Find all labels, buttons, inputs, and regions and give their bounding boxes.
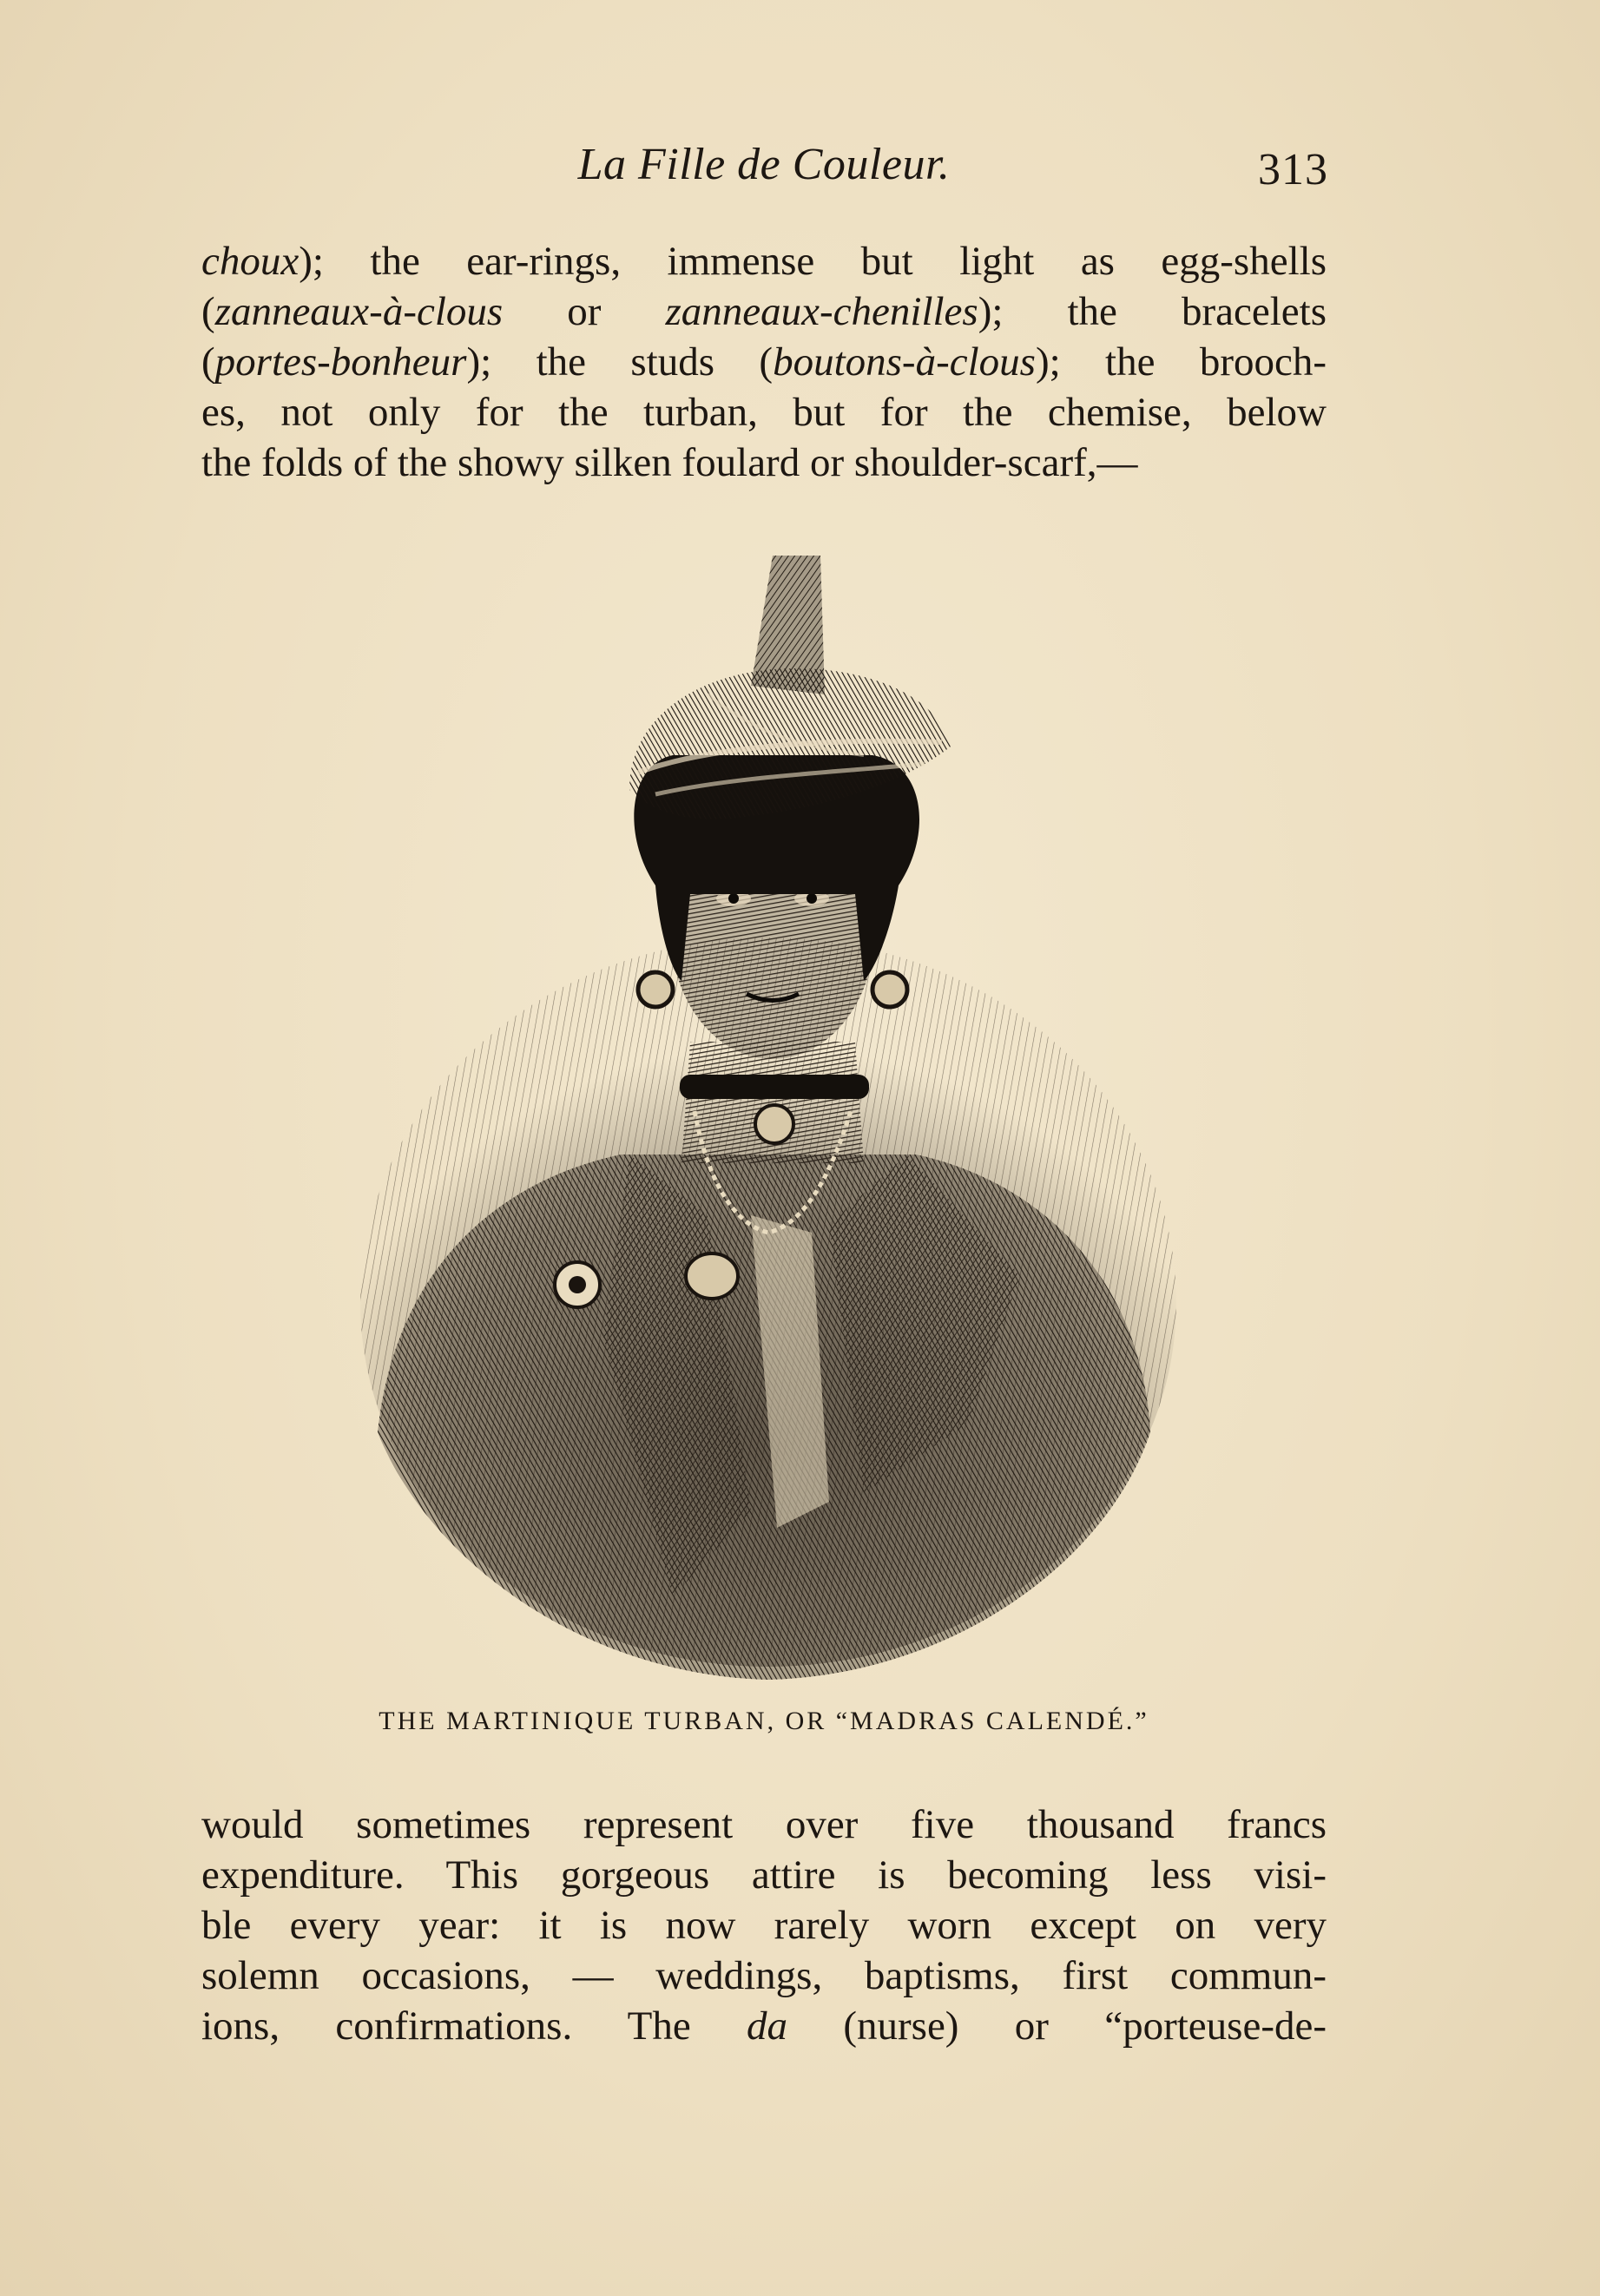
text-line: ions, confirmations. The da (nurse) or “porteuse-de- <box>201 2003 1327 2049</box>
italic-term: zanneaux-à-clous <box>214 289 504 334</box>
earring-left <box>638 972 673 1007</box>
text-line: es, not only for the turban, but for the chemise, below <box>201 390 1327 435</box>
italic-term: da <box>747 2003 788 2049</box>
body-text-bottom <box>201 1799 1327 2051</box>
figure-caption: THE MARTINIQUE TURBAN, OR “MADRAS CALENDÉ.” <box>379 1707 1149 1735</box>
text-line: choux); the ear-rings, immense but light as egg-shells <box>201 239 1327 284</box>
text-line: solemn occasions, — weddings, baptisms, first commun- <box>201 1953 1327 1998</box>
body-text-top <box>201 236 1327 488</box>
running-head <box>200 139 1328 200</box>
text-line: (zanneaux-à-clous or zanneaux-chenilles); the bracelets <box>201 289 1327 334</box>
italic-term: choux <box>201 239 300 284</box>
text-line: the folds of the showy silken foulard or shoulder-scarf,— <box>201 440 1138 485</box>
text-line: would sometimes represent over five thousand francs <box>201 1802 1327 1847</box>
page-number: 313 <box>1258 145 1328 194</box>
text-line: (portes-bonheur); the studs (boutons-à-clous); the brooch- <box>201 339 1327 385</box>
text-line: ble every year: it is now rarely worn except on very <box>201 1903 1327 1948</box>
text-line: expenditure. This gorgeous attire is becoming less visi- <box>201 1852 1327 1898</box>
earring-right <box>872 972 907 1007</box>
italic-term: portes-bonheur <box>214 339 467 385</box>
italic-term: zanneaux-chenilles <box>665 289 978 334</box>
italic-term: boutons-à-clous <box>773 339 1036 385</box>
neck <box>681 1042 864 1163</box>
running-title: La Fille de Couleur. <box>577 140 951 189</box>
choker <box>680 1075 869 1099</box>
portrait-engraving <box>343 556 1194 1684</box>
